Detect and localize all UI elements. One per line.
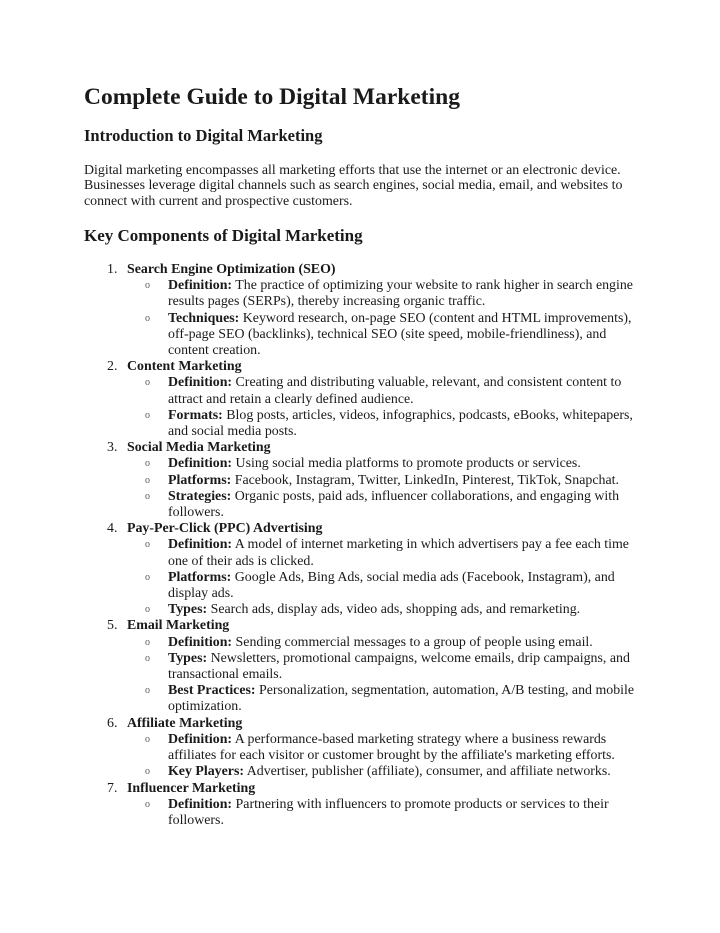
- point-label: Key Players:: [168, 764, 244, 780]
- components-list: [0, 262, 720, 829]
- point-label: Definition:: [168, 731, 233, 747]
- point-text: Facebook, Instagram, Twitter, LinkedIn, Pinterest, TikTok, Snapchat.: [234, 472, 619, 488]
- item-title: Affiliate Marketing: [127, 715, 243, 731]
- point-label: Formats:: [168, 407, 223, 423]
- sub-point: [145, 796, 636, 829]
- sub-point: [145, 472, 636, 489]
- intro-paragraph: Digital marketing encompasses all marketing efforts that use the internet or an electronic device. Businesses leverage digital channels such as search engines, social media, email, and websites to connect with current and prospective customers.: [84, 163, 623, 209]
- circle-bullet-icon: o: [145, 685, 150, 697]
- component-item: [0, 262, 720, 359]
- point-label: Definition:: [168, 796, 233, 812]
- point-text: Blog posts, articles, videos, infographics, podcasts, eBooks, whitepapers, and social media posts.: [168, 407, 633, 440]
- point-text: Keyword research, on-page SEO (content and HTML improvements), off-page SEO (backlinks), technical SEO (site speed, mobile-friendliness), and content creation.: [168, 310, 632, 359]
- point-text: Organic posts, paid ads, influencer collaborations, and engaging with followers.: [168, 488, 620, 521]
- component-item: [0, 618, 720, 715]
- item-number: 3.: [107, 440, 118, 456]
- point-label: Platforms:: [168, 569, 232, 585]
- sub-point: [145, 634, 636, 651]
- point-text: A performance-based marketing strategy where a business rewards affiliates for each visitor or customer brought by the affiliate's marketing efforts.: [168, 731, 615, 764]
- sub-point: [145, 375, 636, 407]
- point-label: Techniques:: [168, 310, 240, 326]
- item-number: 6.: [107, 715, 118, 731]
- point-label: Definition:: [168, 634, 233, 650]
- item-number: 5.: [107, 618, 118, 634]
- point-label: Platforms:: [168, 472, 232, 488]
- sub-point: [145, 310, 636, 360]
- sub-point: [145, 569, 636, 602]
- point-text: Search ads, display ads, video ads, shopping ads, and remarketing.: [210, 602, 581, 618]
- sub-point: [145, 537, 636, 569]
- sub-point: [145, 407, 636, 440]
- item-title: Search Engine Optimization (SEO): [127, 262, 336, 277]
- item-title: Content Marketing: [127, 359, 242, 375]
- circle-bullet-icon: o: [145, 377, 150, 389]
- item-title: Pay-Per-Click (PPC) Advertising: [127, 521, 323, 537]
- point-text: Using social media platforms to promote products or services.: [235, 456, 581, 472]
- circle-bullet-icon: o: [145, 733, 150, 745]
- sub-point: [145, 650, 636, 683]
- item-number: 4.: [107, 521, 118, 537]
- component-item: [0, 359, 720, 440]
- point-text: Creating and distributing valuable, relevant, and consistent content to attract and retain a clearly defined audience.: [168, 375, 622, 407]
- item-title: Email Marketing: [127, 618, 230, 634]
- point-label: Strategies:: [168, 488, 232, 504]
- circle-bullet-icon: o: [145, 571, 150, 583]
- point-text: The practice of optimizing your website to rank higher in search engine results pages (SERPs), thereby increasing organic traffic.: [168, 278, 633, 310]
- point-text: Newsletters, promotional campaigns, welcome emails, drip campaigns, and transactional emails.: [168, 650, 630, 683]
- circle-bullet-icon: o: [145, 604, 150, 616]
- circle-bullet-icon: o: [145, 280, 150, 292]
- sub-point: [145, 456, 636, 472]
- point-label: Types:: [168, 602, 208, 618]
- circle-bullet-icon: o: [145, 539, 150, 551]
- item-number: 1.: [107, 262, 118, 277]
- circle-bullet-icon: o: [145, 652, 150, 664]
- point-text: A model of internet marketing in which advertisers pay a fee each time one of their ads is clicked.: [168, 537, 629, 569]
- point-label: Definition:: [168, 278, 233, 294]
- circle-bullet-icon: o: [145, 409, 150, 421]
- intro-heading: Introduction to Digital Marketing: [84, 126, 323, 145]
- sub-point: [145, 731, 636, 764]
- sub-point: [145, 278, 636, 310]
- point-label: Best Practices:: [168, 683, 256, 699]
- component-item: [0, 716, 720, 781]
- point-text: Partnering with influencers to promote products or services to their followers.: [168, 796, 609, 828]
- point-text: Google Ads, Bing Ads, social media ads (Facebook, Instagram), and display ads.: [168, 569, 615, 602]
- document-title: Complete Guide to Digital Marketing: [84, 84, 460, 110]
- point-label: Definition:: [168, 456, 233, 472]
- sub-point: [145, 488, 636, 521]
- item-number: 7.: [107, 780, 118, 796]
- item-title: Influencer Marketing: [127, 780, 256, 796]
- sub-point: [145, 602, 636, 618]
- circle-bullet-icon: o: [145, 458, 150, 470]
- circle-bullet-icon: o: [145, 636, 150, 648]
- point-text: Advertiser, publisher (affiliate), consumer, and affiliate networks.: [246, 764, 611, 780]
- point-label: Types:: [168, 650, 208, 666]
- item-title: Social Media Marketing: [127, 440, 271, 456]
- point-label: Definition:: [168, 537, 233, 553]
- circle-bullet-icon: o: [145, 490, 150, 502]
- point-text: Personalization, segmentation, automation, A/B testing, and mobile optimization.: [168, 683, 635, 715]
- components-heading: Key Components of Digital Marketing: [84, 226, 363, 245]
- point-label: Definition:: [168, 375, 233, 391]
- component-item: [0, 521, 720, 618]
- point-text: Sending commercial messages to a group of people using email.: [235, 634, 593, 650]
- component-item: [0, 781, 720, 830]
- item-number: 2.: [107, 359, 118, 375]
- sub-point: [145, 683, 636, 715]
- sub-point: [145, 764, 636, 780]
- component-item: [0, 440, 720, 521]
- circle-bullet-icon: o: [145, 312, 150, 324]
- circle-bullet-icon: o: [145, 766, 150, 778]
- circle-bullet-icon: o: [145, 798, 150, 810]
- circle-bullet-icon: o: [145, 474, 150, 486]
